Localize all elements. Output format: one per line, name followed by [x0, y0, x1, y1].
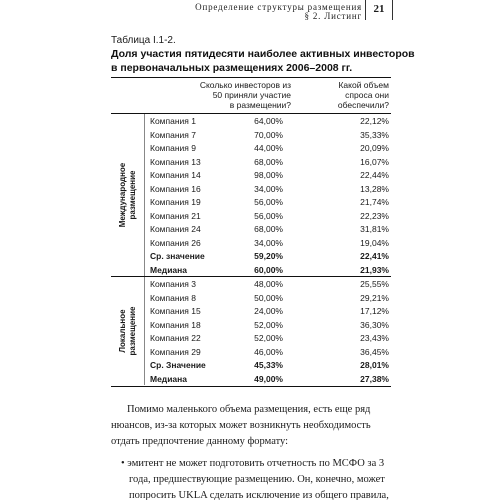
- group-label-line: Международное: [117, 162, 127, 228]
- company-name-cell: Компания 14: [150, 170, 201, 180]
- demand-share-cell: 16,07%: [360, 156, 389, 167]
- table-row: [144, 372, 391, 386]
- company-name-cell: Компания 8: [150, 292, 196, 303]
- company-name-cell: Компания 26: [150, 237, 201, 248]
- demand-share-cell: 31,81%: [360, 224, 389, 234]
- column-header-line: Сколько инвесторов из: [199, 80, 291, 90]
- participants-share-cell: 34,00%: [254, 237, 283, 248]
- page-number: 21: [373, 3, 385, 15]
- table-title-line2: в первоначальных размещениях 2006–2008 гг.: [111, 62, 353, 74]
- table-row: [144, 114, 391, 128]
- column-header-line: обеспечили?: [337, 100, 389, 110]
- participants-share-cell: 56,00%: [254, 197, 283, 207]
- participants-share-cell: 50,00%: [254, 292, 283, 303]
- participants-share-cell: 44,00%: [254, 143, 283, 153]
- company-name-cell: Компания 19: [150, 197, 201, 207]
- group-label-local: [111, 277, 144, 385]
- table-row: [144, 236, 391, 250]
- demand-share-cell: 22,12%: [360, 116, 389, 126]
- company-name-cell: Компания 13: [150, 156, 201, 167]
- company-name-cell: Компания 7: [150, 129, 196, 140]
- table-row: [144, 168, 391, 182]
- demand-share-cell: 36,45%: [360, 346, 389, 357]
- body-paragraph: [111, 402, 391, 450]
- paragraph-line: нюансов, из-за которых может возникнуть необходимость: [111, 420, 371, 431]
- demand-share-cell: 19,04%: [360, 237, 389, 248]
- demand-share-cell: 23,43%: [360, 333, 389, 343]
- table-row: [144, 291, 391, 305]
- table-caption: Таблица I.1-2.: [111, 35, 176, 46]
- company-name-cell: Компания 16: [150, 183, 201, 194]
- company-name-cell: Компания 29: [150, 346, 201, 357]
- participants-share-cell: 59,20%: [254, 251, 283, 261]
- company-name-cell: Компания 21: [150, 210, 201, 221]
- participants-share-cell: 34,00%: [254, 183, 283, 194]
- section-title-line2: § 2. Листинг: [304, 11, 362, 21]
- group-label-international: [111, 114, 144, 276]
- demand-share-cell: 28,01%: [360, 360, 389, 370]
- bullet-item: [121, 456, 401, 500]
- participants-share-cell: 70,00%: [254, 129, 283, 140]
- table-row: [144, 277, 391, 291]
- demand-share-cell: 13,28%: [360, 183, 389, 194]
- table-top-rule: [111, 77, 391, 78]
- paragraph-line: Помимо маленького объема размещения, есть еще ряд: [127, 404, 371, 415]
- participants-share-cell: 52,00%: [254, 319, 283, 330]
- demand-share-cell: 27,38%: [360, 373, 389, 384]
- company-name-cell: Ср. значение: [150, 251, 205, 261]
- table-row: [144, 358, 391, 372]
- table-row: [144, 222, 391, 236]
- header-divider-right: [392, 0, 393, 20]
- participants-share-cell: 45,33%: [254, 360, 283, 370]
- demand-share-cell: 21,93%: [360, 264, 389, 275]
- demand-share-cell: 35,33%: [360, 129, 389, 140]
- participants-share-cell: 49,00%: [254, 373, 283, 384]
- participants-share-cell: 48,00%: [254, 279, 283, 289]
- table-bottom-rule: [111, 386, 391, 387]
- company-name-cell: Компания 3: [150, 279, 196, 289]
- participants-share-cell: 68,00%: [254, 224, 283, 234]
- section-title: [195, 3, 362, 21]
- demand-share-cell: 20,09%: [360, 143, 389, 153]
- group-label-line: Локальное: [117, 309, 127, 353]
- demand-share-cell: 29,21%: [360, 292, 389, 303]
- paragraph-line: отдать предпочтение данному формату:: [111, 436, 289, 447]
- company-name-cell: Компания 22: [150, 333, 201, 343]
- section-title-line1: Определение структуры размещения: [195, 2, 362, 12]
- table-row: [144, 182, 391, 196]
- demand-share-cell: 22,23%: [360, 210, 389, 221]
- bullet-line: • эмитент не может подготовить отчетность по МСФО за 3: [121, 458, 385, 469]
- participants-share-cell: 24,00%: [254, 306, 283, 316]
- company-name-cell: Компания 1: [150, 116, 196, 126]
- participants-share-cell: 56,00%: [254, 210, 283, 221]
- bullet-line: года, предшествующие размещению. Он, конечно, может: [129, 474, 385, 485]
- table-body-international: [144, 114, 391, 276]
- column-header-demand: [309, 80, 389, 110]
- column-header-participants: [181, 80, 291, 110]
- participants-share-cell: 68,00%: [254, 156, 283, 167]
- table-title: [111, 47, 415, 75]
- company-name-cell: Медиана: [150, 373, 188, 384]
- participants-share-cell: 46,00%: [254, 346, 283, 357]
- demand-share-cell: 36,30%: [360, 319, 389, 330]
- column-header-line: Какой объем: [338, 80, 389, 90]
- column-header-line: в размещении?: [229, 100, 291, 110]
- company-name-cell: Компания 18: [150, 319, 201, 330]
- table-row: [144, 195, 391, 209]
- company-name-cell: Компания 24: [150, 224, 201, 234]
- table-row: [144, 249, 391, 263]
- group-label-line: размещение: [127, 170, 137, 220]
- table-row: [144, 155, 391, 169]
- table-row: [144, 345, 391, 359]
- participants-share-cell: 98,00%: [254, 170, 283, 180]
- participants-share-cell: 52,00%: [254, 333, 283, 343]
- participants-share-cell: 60,00%: [254, 264, 283, 275]
- company-name-cell: Компания 9: [150, 143, 196, 153]
- demand-share-cell: 22,41%: [360, 251, 389, 261]
- demand-share-cell: 17,12%: [360, 306, 389, 316]
- table-row: [144, 141, 391, 155]
- table-body-local: [144, 277, 391, 385]
- table-row: [144, 331, 391, 345]
- company-name-cell: Компания 15: [150, 306, 201, 316]
- company-name-cell: Ср. Значение: [150, 360, 206, 370]
- table-row: [144, 263, 391, 277]
- bullet-line: попросить UKLA сделать исключение из общего правила,: [129, 490, 389, 500]
- running-header: [0, 0, 500, 22]
- demand-share-cell: 21,74%: [360, 197, 389, 207]
- demand-share-cell: 22,44%: [360, 170, 389, 180]
- group-label-line: размещение: [127, 306, 137, 356]
- column-header-line: спроса они: [345, 90, 389, 100]
- participants-share-cell: 64,00%: [254, 116, 283, 126]
- company-name-cell: Медиана: [150, 264, 188, 275]
- table-row: [144, 304, 391, 318]
- table-title-line1: Доля участия пятидесяти наиболее активных инвесторов: [111, 48, 415, 60]
- table-row: [144, 128, 391, 142]
- table-row: [144, 209, 391, 223]
- demand-share-cell: 25,55%: [360, 279, 389, 289]
- column-header-line: 50 приняли участие: [212, 90, 291, 100]
- table-row: [144, 318, 391, 332]
